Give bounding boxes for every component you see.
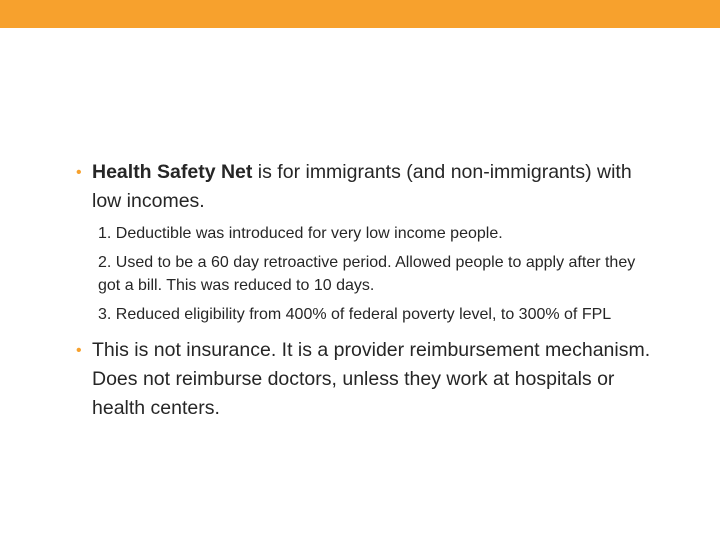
slide-content xyxy=(76,158,656,423)
sub-list xyxy=(76,222,656,326)
bullet-dot-icon: • xyxy=(76,164,82,181)
bullet-dot-icon: • xyxy=(76,342,82,359)
sub-item-deductible: 1. Deductible was introduced for very low income people. xyxy=(98,225,503,242)
top-accent-bar xyxy=(0,0,720,28)
bullet-rest-text: is for immigrants (and non-immigrants) with low incomes. xyxy=(92,161,632,212)
bullet-bold-text: Health Safety Net xyxy=(92,161,253,183)
sub-item-retroactive: 2. Used to be a 60 day retroactive period. Allowed people to apply after they got a bill. This was reduced to 10 days. xyxy=(98,254,636,294)
sub-item-eligibility: 3. Reduced eligibility from 400% of federal poverty level, to 300% of FPL xyxy=(98,306,612,323)
bullet-not-insurance xyxy=(76,336,656,423)
bullet-text: This is not insurance. It is a provider reimbursement mechanism. Does not reimburse doctors, unless they work at hospitals or health centers. xyxy=(92,339,651,419)
bullet-health-safety-net xyxy=(76,158,656,216)
